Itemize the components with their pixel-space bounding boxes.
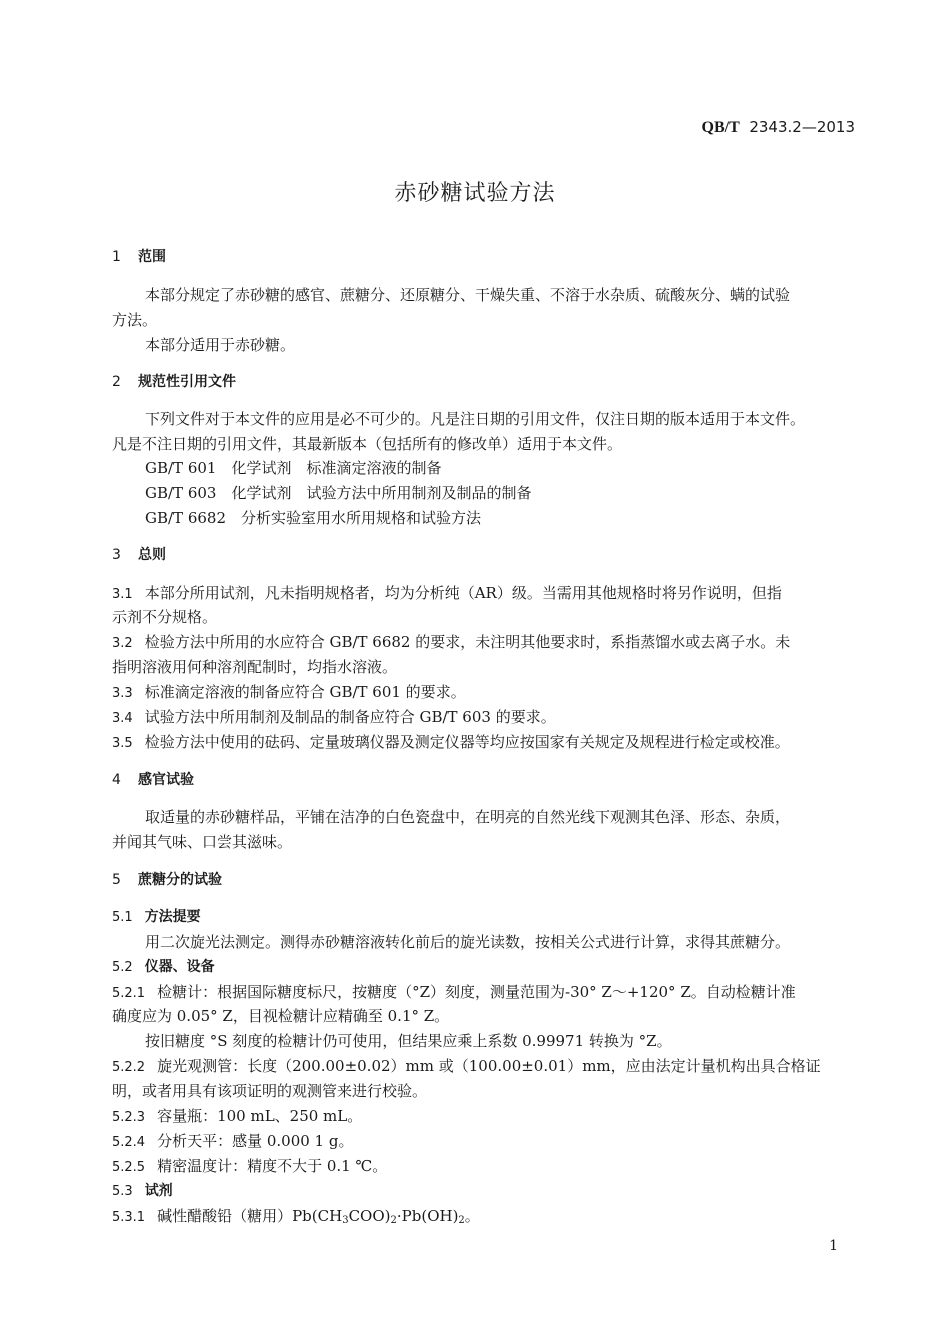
section-5-heading: 5 蔗糖分的试验 xyxy=(112,872,222,888)
subsection-heading: 5.1 方法提要 xyxy=(112,909,201,925)
reference-item: GB/T 6682 分析实验室用水所用规格和试验方法 xyxy=(145,509,482,527)
clause: 3.2 检验方法中所用的水应符合 GB/T 6682 的要求，未注明其他要求时，系指蒸馏水或去离子水。未 xyxy=(112,633,791,651)
paragraph: 本部分适用于赤砂糖。 xyxy=(145,336,296,354)
clause: 3.3 标准滴定溶液的制备应符合 GB/T 601 的要求。 xyxy=(112,683,466,701)
clause: 5.2.5 精密温度计：精度不大于 0.1 ℃。 xyxy=(112,1157,388,1175)
clause: 5.2.2 旋光观测管：长度（200.00±0.02）mm 或（100.00±0.01）mm，应由法定计量机构出具合格证 xyxy=(112,1057,821,1075)
clause: 5.2.1 检糖计：根据国际糖度标尺，按糖度（°Z）刻度，测量范围为-30° Z～+120° Z。自动检糖计准 xyxy=(112,983,796,1001)
reference-item: GB/T 601 化学试剂 标准滴定溶液的制备 xyxy=(145,459,442,477)
subsection-heading: 5.3 试剂 xyxy=(112,1183,173,1199)
paragraph: 用二次旋光法测定。测得赤砂糖溶液转化前后的旋光读数，按相关公式进行计算，求得其蔗糖分。 xyxy=(145,933,791,951)
clause: 指明溶液用何种溶剂配制时，均指水溶液。 xyxy=(112,658,398,676)
paragraph: 凡是不注日期的引用文件，其最新版本（包括所有的修改单）适用于本文件。 xyxy=(112,435,623,453)
clause: 5.2.4 分析天平：感量 0.000 1 g。 xyxy=(112,1132,354,1150)
clause: 3.5 检验方法中使用的砝码、定量玻璃仪器及测定仪器等均应按国家有关规定及规程进行检定或校准。 xyxy=(112,733,790,751)
paragraph: 本部分规定了赤砂糖的感官、蔗糖分、还原糖分、干燥失重、不溶于水杂质、硫酸灰分、螨的试验 xyxy=(145,286,791,304)
document-title: 赤砂糖试验方法 xyxy=(394,181,556,206)
section-4-heading: 4 感官试验 xyxy=(112,772,194,788)
paragraph: 取适量的赤砂糖样品，平铺在洁净的白色瓷盘中，在明亮的自然光线下观测其色泽、形态、杂质， xyxy=(145,808,791,826)
paragraph: 下列文件对于本文件的应用是必不可少的。凡是注日期的引用文件，仅注日期的版本适用于本文件。 xyxy=(145,410,806,428)
clause: 按旧糖度 °S 刻度的检糖计仍可使用，但结果应乘上系数 0.99971 转换为 °Z。 xyxy=(145,1032,672,1050)
paragraph: 并闻其气味、口尝其滋味。 xyxy=(112,833,293,851)
section-1-heading: 1 范围 xyxy=(112,249,166,265)
standard-number: QB/T 2343.2—2013 xyxy=(701,118,855,136)
clause: 明，或者用具有该项证明的观测管来进行校验。 xyxy=(112,1082,428,1100)
reference-item: GB/T 603 化学试剂 试验方法中所用制剂及制品的制备 xyxy=(145,484,532,502)
page-number: 1 xyxy=(829,1238,838,1254)
clause: 5.3.1 碱性醋酸铅（糖用）$Pb(CH_3COO)_2\cdot Pb(OH)_2$。 xyxy=(112,1207,480,1226)
clause: 3.1 本部分所用试剂，凡未指明规格者，均为分析纯（AR）级。当需用其他规格时将另作说明，但指 xyxy=(112,584,782,602)
subsection-heading: 5.2 仪器、设备 xyxy=(112,959,215,975)
clause: 确度应为 0.05° Z，目视检糖计应精确至 0.1° Z。 xyxy=(112,1007,450,1025)
clause: 5.2.3 容量瓶：100 mL、250 mL。 xyxy=(112,1107,363,1125)
clause: 3.4 试验方法中所用制剂及制品的制备应符合 GB/T 603 的要求。 xyxy=(112,708,556,726)
section-2-heading: 2 规范性引用文件 xyxy=(112,374,236,390)
section-3-heading: 3 总则 xyxy=(112,547,166,563)
paragraph: 方法。 xyxy=(112,311,158,329)
clause: 示剂不分规格。 xyxy=(112,608,218,626)
